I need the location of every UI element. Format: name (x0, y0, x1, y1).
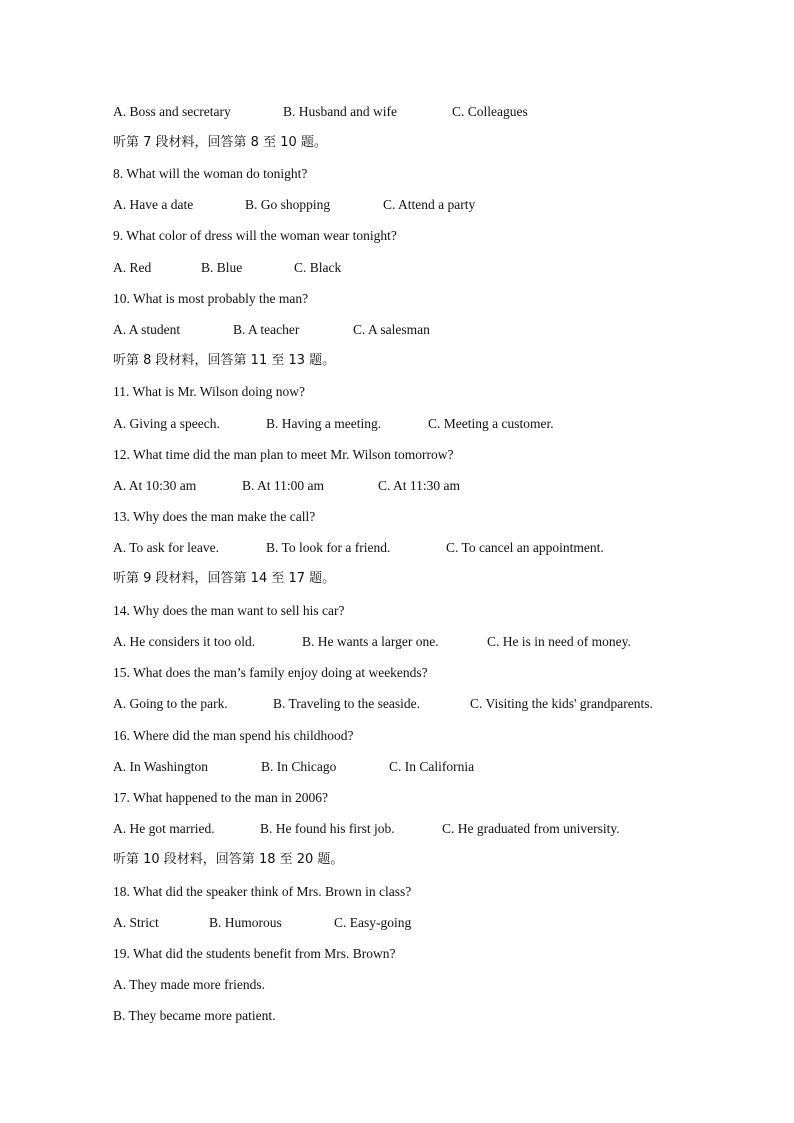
q14-question: 14. Why does the man want to sell his car? (113, 603, 345, 618)
q16-option-b: B. In Chicago (261, 759, 337, 774)
q8-question: 8. What will the woman do tonight? (113, 166, 308, 181)
q11-option-a: A. Giving a speech. (113, 416, 220, 431)
q7-option-a: A. Boss and secretary (113, 104, 231, 119)
q15-option-c: C. Visiting the kids' grandparents. (470, 696, 653, 711)
q15-option-b: B. Traveling to the seaside. (273, 696, 420, 711)
q9-question: 9. What color of dress will the woman wear tonight? (113, 228, 397, 243)
q14-option-a: A. He considers it too old. (113, 634, 256, 649)
q12-option-b: B. At 11:00 am (242, 478, 325, 493)
q9-option-b: B. Blue (201, 260, 243, 275)
q14-option-c: C. He is in need of money. (487, 634, 631, 649)
q9-option-a: A. Red (113, 260, 152, 275)
q8-option-c: C. Attend a party (383, 197, 476, 212)
q19-option-b: B. They became more patient. (113, 1008, 276, 1023)
q16-option-c: C. In California (389, 759, 475, 774)
q13-question: 13. Why does the man make the call? (113, 509, 316, 524)
q18-option-b: B. Humorous (209, 915, 282, 930)
q12-option-c: C. At 11:30 am (378, 478, 461, 493)
q8-option-a: A. Have a date (113, 197, 194, 212)
q10-option-b: B. A teacher (233, 322, 300, 337)
q11-option-c: C. Meeting a customer. (428, 416, 554, 431)
q7-option-c: C. Colleagues (452, 104, 528, 119)
section-8-heading: 听第 8 段材料，回答第 11 至 13 题。 (113, 353, 336, 368)
q12-option-a: A. At 10:30 am (113, 478, 197, 493)
q11-question: 11. What is Mr. Wilson doing now? (113, 384, 305, 399)
q14-option-b: B. He wants a larger one. (302, 634, 439, 649)
q18-option-a: A. Strict (113, 915, 159, 930)
q17-question: 17. What happened to the man in 2006? (113, 790, 328, 805)
q13-option-a: A. To ask for leave. (113, 540, 220, 555)
q12-question: 12. What time did the man plan to meet Mr. Wilson tomorrow? (113, 447, 454, 462)
q15-question: 15. What does the man’s family enjoy doing at weekends? (113, 665, 428, 680)
q16-question: 16. Where did the man spend his childhood? (113, 728, 354, 743)
q11-option-b: B. Having a meeting. (266, 416, 382, 431)
q8-option-b: B. Go shopping (245, 197, 331, 212)
q15-option-a: A. Going to the park. (113, 696, 228, 711)
q17-option-b: B. He found his first job. (260, 821, 395, 836)
q18-question: 18. What did the speaker think of Mrs. Brown in class? (113, 884, 412, 899)
q13-option-c: C. To cancel an appointment. (446, 540, 604, 555)
q17-option-c: C. He graduated from university. (442, 821, 620, 836)
q10-option-a: A. A student (113, 322, 181, 337)
q10-question: 10. What is most probably the man? (113, 291, 309, 306)
q13-option-b: B. To look for a friend. (266, 540, 391, 555)
section-9-heading: 听第 9 段材料，回答第 14 至 17 题。 (113, 571, 336, 586)
section-7-heading: 听第 7 段材料，回答第 8 至 10 题。 (113, 135, 327, 150)
q19-question: 19. What did the students benefit from Mrs. Brown? (113, 946, 396, 961)
q19-option-a: A. They made more friends. (113, 977, 265, 992)
q17-option-a: A. He got married. (113, 821, 215, 836)
q7-option-b: B. Husband and wife (283, 104, 397, 119)
section-10-heading: 听第 10 段材料，回答第 18 至 20 题。 (113, 852, 344, 867)
q10-option-c: C. A salesman (353, 322, 430, 337)
q16-option-a: A. In Washington (113, 759, 209, 774)
q9-option-c: C. Black (294, 260, 342, 275)
q18-option-c: C. Easy-going (334, 915, 412, 930)
